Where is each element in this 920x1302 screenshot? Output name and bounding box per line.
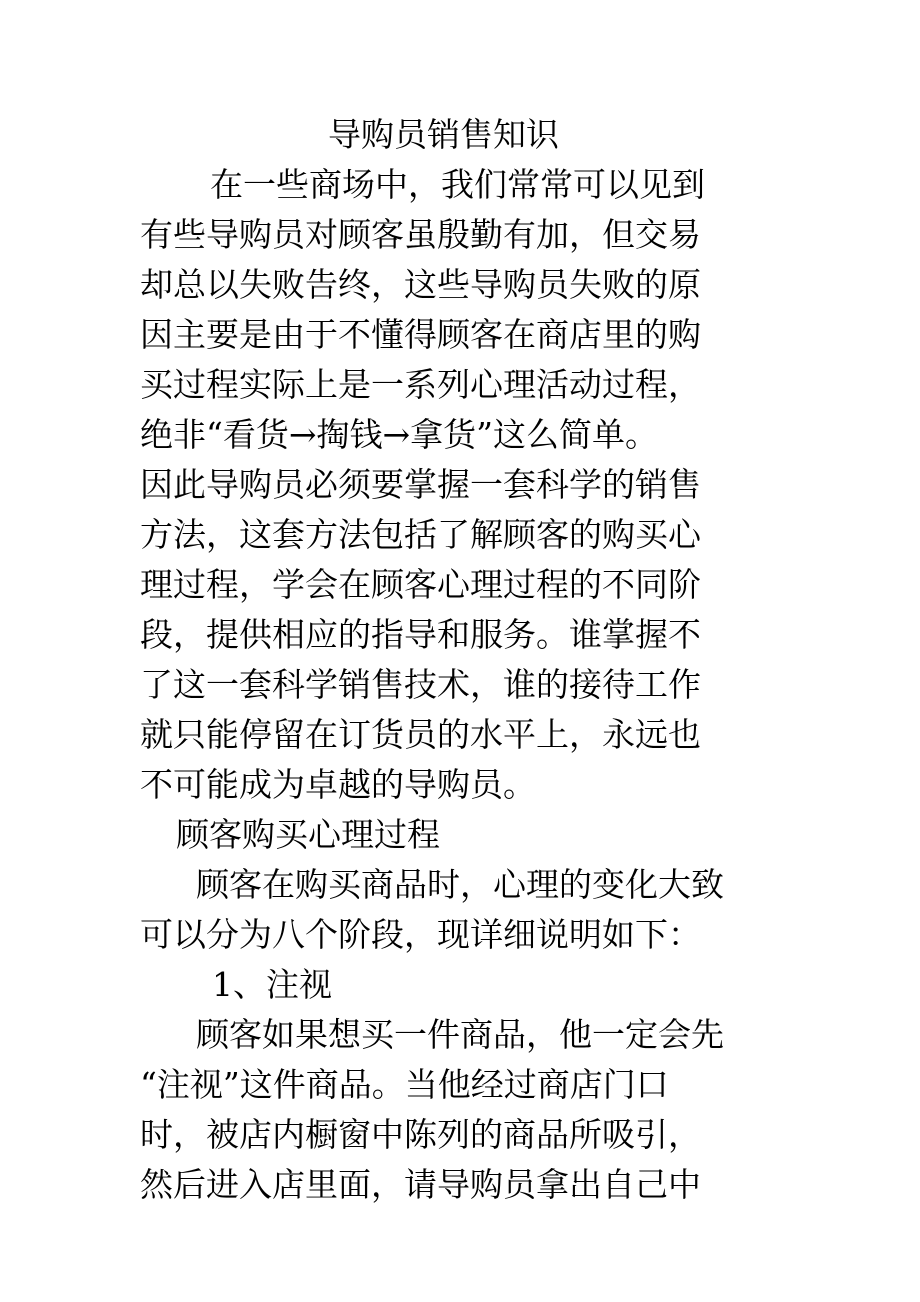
intro-line-9: 理过程，学会在顾客心理过程的不同阶 <box>140 565 701 604</box>
item-line-2: “注视”这件商品。当他经过商店门口 <box>140 1065 669 1104</box>
intro-line-2: 有些导购员对顾客虽殷勤有加，但交易 <box>140 215 701 254</box>
section-line-1: 顾客在购买商品时，心理的变化大致 <box>196 865 724 904</box>
item-line-4: 然后进入店里面，请导购员拿出自己中 <box>140 1165 701 1204</box>
intro-line-1: 在一些商场中，我们常常可以见到 <box>210 165 705 204</box>
item-line-3: 时，被店内橱窗中陈列的商品所吸引， <box>140 1115 701 1154</box>
intro-line-11: 了这一套科学销售技术，谁的接待工作 <box>140 665 701 704</box>
document-title: 导购员销售知识 <box>328 115 559 154</box>
item-heading: 1、注视 <box>212 965 332 1004</box>
item-line-1: 顾客如果想买一件商品，他一定会先 <box>196 1015 724 1054</box>
intro-line-10: 段，提供相应的指导和服务。谁掌握不 <box>140 615 701 654</box>
intro-line-13: 不可能成为卓越的导购员。 <box>140 765 536 804</box>
intro-line-6: 绝非“看货→掏钱→拿货”这么简单。 <box>140 415 659 454</box>
intro-line-5: 买过程实际上是一系列心理活动过程， <box>140 365 701 404</box>
intro-line-3: 却总以失败告终，这些导购员失败的原 <box>140 265 701 304</box>
intro-line-7: 因此导购员必须要掌握一套科学的销售 <box>140 465 701 504</box>
intro-line-8: 方法，这套方法包括了解顾客的购买心 <box>140 515 701 554</box>
section-line-2: 可以分为八个阶段，现详细说明如下： <box>140 915 701 954</box>
intro-line-12: 就只能停留在订货员的水平上，永远也 <box>140 715 701 754</box>
intro-line-4: 因主要是由于不懂得顾客在商店里的购 <box>140 315 701 354</box>
section-heading: 顾客购买心理过程 <box>176 815 440 854</box>
